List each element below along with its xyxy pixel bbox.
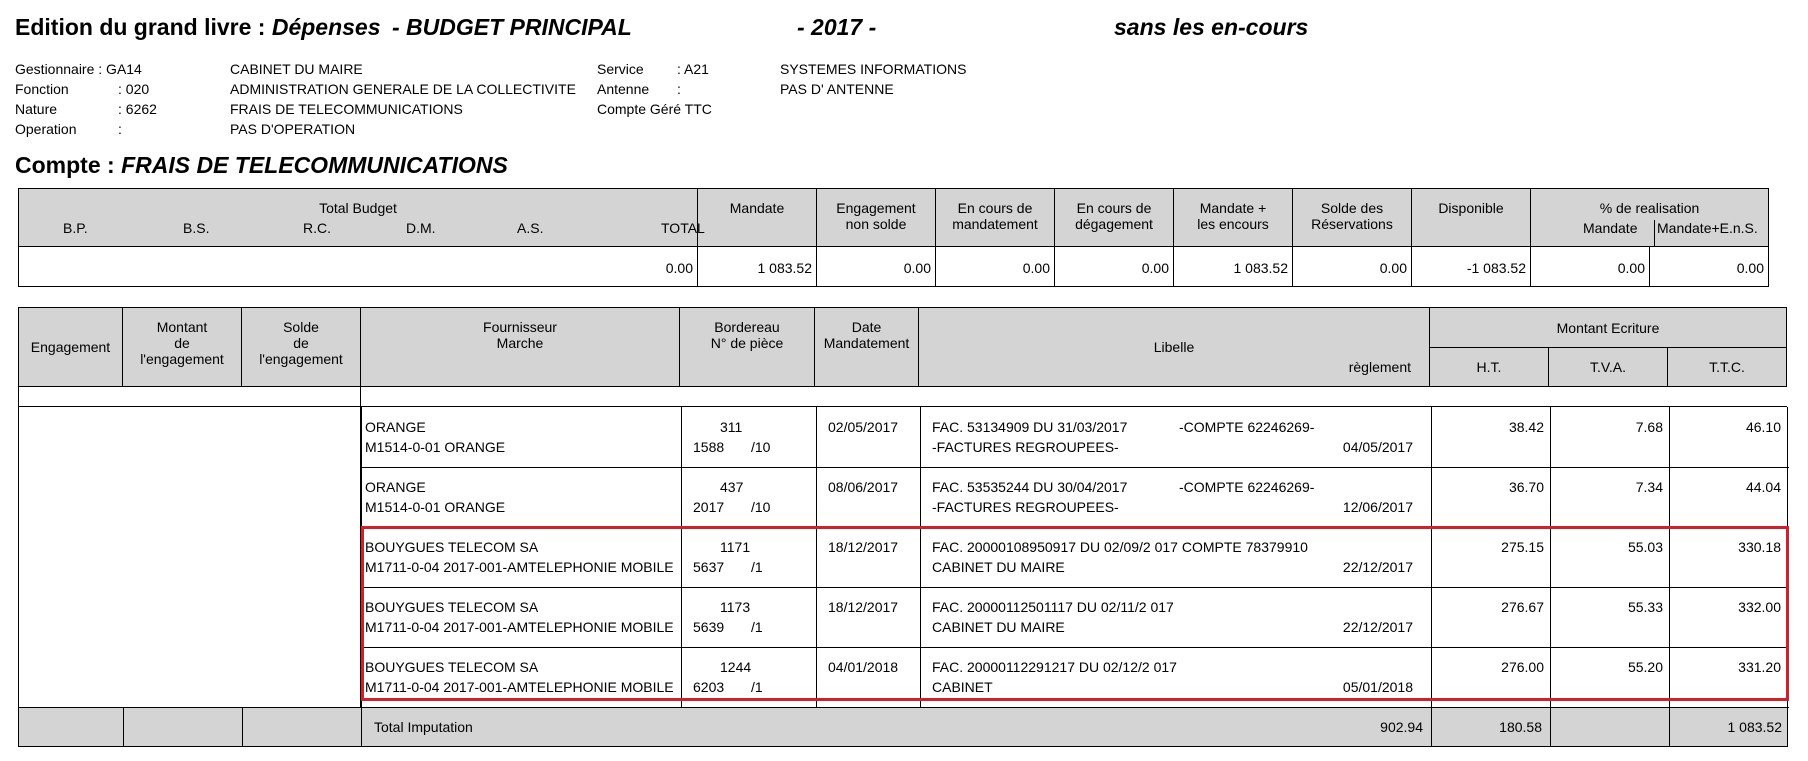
amount-ht: 38.42	[1508, 419, 1544, 435]
marche-name: M1514-0-01 ORANGE	[365, 439, 506, 455]
info-values-right	[780, 59, 966, 99]
gestionnaire-label: Gestionnaire : GA14	[15, 61, 142, 77]
marche-name: M1711-0-04 2017-001-AMTELEPHONIE MOBILE	[365, 679, 674, 695]
piece-suffix: /1	[751, 679, 763, 695]
libelle-line-1b: -COMPTE 62246269-	[1179, 419, 1315, 435]
date-mandatement: 04/01/2018	[828, 659, 899, 675]
summary-disponible: -1 083.52	[1412, 247, 1531, 287]
antenne-value: PAS D' ANTENNE	[780, 81, 894, 97]
montant-col-header: Montant de l'engagement	[123, 308, 242, 387]
service-label: Service	[597, 61, 644, 77]
libelle-line-1: FAC. 20000112291217 DU 02/12/2 017	[932, 659, 1177, 675]
nature-value: FRAIS DE TELECOMMUNICATIONS	[230, 101, 463, 117]
summary-table	[18, 188, 1769, 287]
summary-total: 0.00	[19, 247, 698, 287]
piece-suffix: /10	[751, 439, 771, 455]
fournisseur-col-header: Fournisseur Marche	[361, 308, 680, 387]
piece-suffix: /1	[751, 619, 763, 635]
fournisseur-name: ORANGE	[365, 419, 426, 435]
amount-ttc: 44.04	[1745, 479, 1781, 495]
bordereau-number: 1171	[720, 539, 751, 555]
total-header: TOTAL	[661, 220, 705, 236]
spacer-row	[361, 387, 1430, 407]
amount-tva: 55.03	[1627, 539, 1663, 555]
total-row	[18, 707, 1788, 747]
disponible-header: Disponible	[1412, 189, 1531, 247]
ttc-header: T.T.C.	[1668, 348, 1787, 387]
amount-ht: 276.00	[1501, 659, 1544, 675]
as-header: A.S.	[517, 220, 544, 236]
solde-res-header: Solde des Réservations	[1293, 189, 1412, 247]
fournisseur-name: BOUYGUES TELECOM SA	[365, 659, 539, 675]
compte-gere: Compte Géré TTC	[597, 101, 712, 117]
operation-value: PAS D'OPERATION	[230, 121, 356, 137]
amount-ht: 36.70	[1508, 479, 1544, 495]
libelle-line-2: -FACTURES REGROUPEES-	[932, 439, 1119, 455]
reglement-date: 05/01/2018	[1342, 679, 1413, 695]
date-mandatement: 08/06/2017	[828, 479, 899, 495]
pct-mandate-ens-header: Mandate+E.n.S.	[1657, 220, 1758, 236]
fonction-label: Fonction	[15, 81, 69, 97]
ledger-row	[361, 467, 1789, 528]
encours-mand-header: En cours de mandatement	[936, 189, 1055, 247]
montant-ecriture-header: Montant Ecriture	[1430, 308, 1787, 348]
amount-ht: 276.67	[1501, 599, 1544, 615]
mandate-header: Mandate	[698, 189, 817, 247]
title-section: Dépenses	[271, 14, 381, 40]
rc-header: R.C.	[303, 220, 331, 236]
piece-suffix: /10	[751, 499, 771, 515]
solde-col-header: Solde de l'engagement	[242, 308, 361, 387]
ledger-row	[361, 407, 1789, 468]
summary-encours-deg: 0.00	[1055, 247, 1174, 287]
info-codes	[118, 79, 157, 139]
reglement-date: 04/05/2017	[1342, 439, 1413, 455]
amount-ttc: 331.20	[1738, 659, 1781, 675]
mand-enc-header: Mandate + les encours	[1174, 189, 1293, 247]
compte-heading	[15, 152, 508, 179]
reglement-date: 22/12/2017	[1342, 619, 1413, 635]
bp-header: B.P.	[63, 220, 88, 236]
piece-suffix: /1	[751, 559, 763, 575]
fournisseur-name: BOUYGUES TELECOM SA	[365, 599, 539, 615]
total-label: Total Imputation	[374, 719, 473, 735]
amount-ttc: 330.18	[1738, 539, 1781, 555]
amount-tva: 55.20	[1627, 659, 1663, 675]
antenne-code: :	[677, 81, 681, 97]
libelle-line-1b: -COMPTE 62246269-	[1179, 479, 1315, 495]
service-code: : A21	[677, 61, 709, 77]
title-prefix: Edition du grand livre :	[15, 14, 266, 40]
operation-code: :	[118, 121, 122, 137]
pct-mandate-header: Mandate	[1583, 220, 1638, 236]
date-mandatement: 18/12/2017	[828, 539, 899, 555]
amount-tva: 7.34	[1635, 479, 1663, 495]
ht-header: H.T.	[1430, 348, 1549, 387]
libelle-line-2: CABINET DU MAIRE	[932, 619, 1065, 635]
encours-deg-header: En cours de dégagement	[1055, 189, 1174, 247]
piece-number: 1588	[693, 439, 725, 455]
antenne-label: Antenne	[597, 81, 650, 97]
gestionnaire-value: CABINET DU MAIRE	[230, 61, 363, 77]
summary-pct-mandate-ens: 0.00	[1650, 247, 1769, 287]
piece-number: 5637	[693, 559, 725, 575]
amount-tva: 55.33	[1627, 599, 1663, 615]
highlight-box	[361, 526, 1789, 701]
compte-name: FRAIS DE TELECOMMUNICATIONS	[121, 152, 508, 178]
reglement-header: règlement	[1348, 359, 1411, 375]
nature-code: : 6262	[118, 101, 157, 117]
fournisseur-name: BOUYGUES TELECOM SA	[365, 539, 539, 555]
date-mandatement: 02/05/2017	[828, 419, 899, 435]
amount-ttc: 332.00	[1738, 599, 1781, 615]
title-year: - 2017 -	[797, 14, 877, 40]
summary-mand-enc: 1 083.52	[1174, 247, 1293, 287]
total-ht: 902.94	[1380, 719, 1423, 735]
summary-solde-res: 0.00	[1293, 247, 1412, 287]
libelle-line-1: FAC. 20000108950917 DU 02/09/2 017 COMPTE 78379910	[932, 539, 1308, 555]
amount-ttc: 46.10	[1745, 419, 1781, 435]
piece-number: 6203	[693, 679, 725, 695]
nature-label: Nature	[15, 101, 58, 117]
marche-name: M1514-0-01 ORANGE	[365, 499, 506, 515]
summary-pct-mandate: 0.00	[1531, 247, 1650, 287]
bordereau-number: 311	[720, 419, 743, 435]
libelle-line-2: -FACTURES REGROUPEES-	[932, 499, 1119, 515]
title-budget: - BUDGET PRINCIPAL	[392, 14, 632, 40]
bs-header: B.S.	[183, 220, 210, 236]
libelle-line-1: FAC. 20000112501117 DU 02/11/2 017	[932, 599, 1174, 615]
total-ttc: 1 083.52	[1727, 719, 1782, 735]
pct-header: % de realisation Mandate Mandate+E.n.S.	[1531, 189, 1769, 247]
fonction-code: : 020	[118, 81, 150, 97]
service-value: SYSTEMES INFORMATIONS	[780, 61, 967, 77]
amount-tva: 7.68	[1635, 419, 1663, 435]
info-codes-right	[677, 59, 709, 99]
marche-name: M1711-0-04 2017-001-AMTELEPHONIE MOBILE	[365, 559, 674, 575]
summary-engagement: 0.00	[817, 247, 936, 287]
engagement-header: Engagement non solde	[817, 189, 936, 247]
operation-label: Operation	[15, 121, 77, 137]
libelle-line-1: FAC. 53134909 DU 31/03/2017	[932, 419, 1128, 435]
libelle-line-2: CABINET	[932, 679, 993, 695]
piece-number: 2017	[693, 499, 725, 515]
date-col-header: Date Mandatement	[815, 308, 919, 387]
total-budget-header: Total Budget B.P. B.S. R.C. D.M. A.S. TOTAL	[19, 189, 698, 247]
title-suffix: sans les en-cours	[1114, 14, 1309, 40]
tva-header: T.V.A.	[1549, 348, 1668, 387]
bordereau-number: 1173	[720, 599, 751, 615]
amount-ht: 275.15	[1501, 539, 1544, 555]
libelle-col-header: Libelle règlement	[919, 308, 1430, 387]
libelle-line-2: CABINET DU MAIRE	[932, 559, 1065, 575]
report-title	[15, 14, 381, 41]
marche-name: M1711-0-04 2017-001-AMTELEPHONIE MOBILE	[365, 619, 674, 635]
info-values	[230, 59, 576, 139]
bordereau-number: 437	[720, 479, 744, 495]
summary-mandate: 1 083.52	[698, 247, 817, 287]
libelle-line-1: FAC. 53535244 DU 30/04/2017	[932, 479, 1128, 495]
piece-number: 5639	[693, 619, 725, 635]
reglement-date: 22/12/2017	[1342, 559, 1413, 575]
engagement-col-header: Engagement	[19, 308, 123, 387]
date-mandatement: 18/12/2017	[828, 599, 899, 615]
bordereau-col-header: Bordereau N° de pièce	[680, 308, 815, 387]
bordereau-number: 1244	[720, 659, 752, 675]
reglement-date: 12/06/2017	[1342, 499, 1413, 515]
dm-header: D.M.	[406, 220, 436, 236]
fournisseur-name: ORANGE	[365, 479, 426, 495]
total-tva: 180.58	[1499, 719, 1542, 735]
compte-label: Compte :	[15, 152, 115, 178]
summary-encours-mand: 0.00	[936, 247, 1055, 287]
fonction-value: ADMINISTRATION GENERALE DE LA COLLECTIVITE	[230, 81, 576, 97]
